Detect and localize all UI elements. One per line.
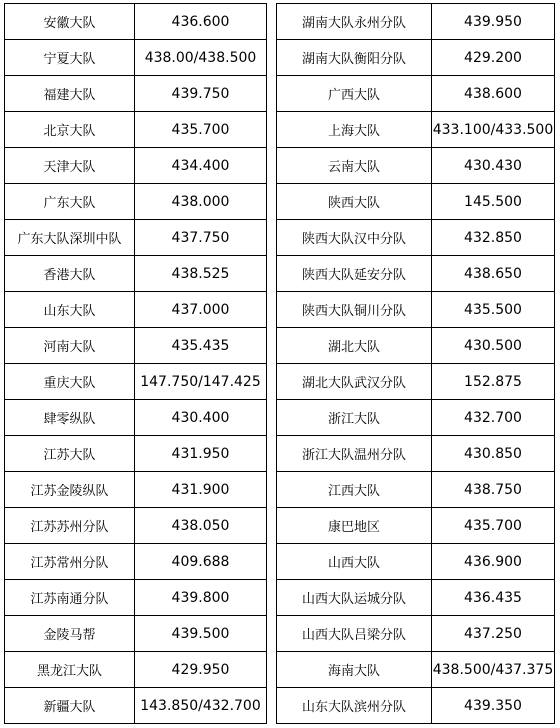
team-name-cell: 湖南大队永州分队 (277, 4, 432, 40)
table-row (277, 472, 555, 508)
frequency-cell: 430.400 (135, 400, 267, 436)
table-row (5, 616, 267, 652)
frequency-cell: 438.600 (432, 76, 555, 112)
team-name-cell: 陕西大队铜川分队 (277, 292, 432, 328)
table-row (5, 40, 267, 76)
frequency-cell: 147.750/147.425 (135, 364, 267, 400)
team-name-cell: 福建大队 (5, 76, 135, 112)
frequency-table-right (276, 3, 555, 724)
table-row (277, 436, 555, 472)
frequency-cell: 409.688 (135, 544, 267, 580)
table-row (5, 148, 267, 184)
team-name-cell: 黑龙江大队 (5, 652, 135, 688)
frequency-cell: 145.500 (432, 184, 555, 220)
team-name-cell: 肆零纵队 (5, 400, 135, 436)
table-row (277, 256, 555, 292)
table-row (277, 616, 555, 652)
table-row (5, 256, 267, 292)
frequency-cell: 435.500 (432, 292, 555, 328)
table-row (5, 400, 267, 436)
table-row (277, 400, 555, 436)
team-name-cell: 天津大队 (5, 148, 135, 184)
team-name-cell: 山西大队吕梁分队 (277, 616, 432, 652)
team-name-cell: 北京大队 (5, 112, 135, 148)
team-name-cell: 陕西大队 (277, 184, 432, 220)
team-name-cell: 香港大队 (5, 256, 135, 292)
table-row (277, 688, 555, 724)
frequency-cell: 429.950 (135, 652, 267, 688)
table-row (5, 184, 267, 220)
table-row (5, 292, 267, 328)
frequency-cell: 435.700 (135, 112, 267, 148)
frequency-table-left-body (5, 4, 267, 724)
table-row (277, 580, 555, 616)
team-name-cell: 陕西大队汉中分队 (277, 220, 432, 256)
frequency-cell: 430.500 (432, 328, 555, 364)
team-name-cell: 河南大队 (5, 328, 135, 364)
frequency-cell: 438.650 (432, 256, 555, 292)
frequency-cell: 435.435 (135, 328, 267, 364)
frequency-cell: 433.100/433.500 (432, 112, 555, 148)
team-name-cell: 江苏大队 (5, 436, 135, 472)
frequency-cell: 436.600 (135, 4, 267, 40)
table-row (5, 436, 267, 472)
table-row (277, 76, 555, 112)
table-row (277, 4, 555, 40)
team-name-cell: 江苏南通分队 (5, 580, 135, 616)
team-name-cell: 陕西大队延安分队 (277, 256, 432, 292)
frequency-cell: 438.750 (432, 472, 555, 508)
table-row (277, 112, 555, 148)
table-row (5, 652, 267, 688)
team-name-cell: 广东大队 (5, 184, 135, 220)
team-name-cell: 湖北大队 (277, 328, 432, 364)
team-name-cell: 云南大队 (277, 148, 432, 184)
table-row (5, 688, 267, 724)
team-name-cell: 湖南大队衡阳分队 (277, 40, 432, 76)
team-name-cell: 新疆大队 (5, 688, 135, 724)
frequency-cell: 429.200 (432, 40, 555, 76)
frequency-cell: 430.850 (432, 436, 555, 472)
frequency-cell: 439.950 (432, 4, 555, 40)
table-row (5, 220, 267, 256)
frequency-cell: 143.850/432.700 (135, 688, 267, 724)
frequency-cell: 152.875 (432, 364, 555, 400)
table-row (5, 544, 267, 580)
table-row (277, 184, 555, 220)
team-name-cell: 金陵马帮 (5, 616, 135, 652)
frequency-cell: 434.400 (135, 148, 267, 184)
table-row (5, 76, 267, 112)
team-name-cell: 山东大队 (5, 292, 135, 328)
frequency-table-right-body (277, 4, 555, 724)
table-row (277, 40, 555, 76)
frequency-cell: 437.750 (135, 220, 267, 256)
frequency-cell: 439.750 (135, 76, 267, 112)
team-name-cell: 湖北大队武汉分队 (277, 364, 432, 400)
team-name-cell: 安徽大队 (5, 4, 135, 40)
team-name-cell: 宁夏大队 (5, 40, 135, 76)
frequency-cell: 436.900 (432, 544, 555, 580)
frequency-cell: 439.350 (432, 688, 555, 724)
table-row (5, 508, 267, 544)
frequency-cell: 438.050 (135, 508, 267, 544)
frequency-cell: 439.800 (135, 580, 267, 616)
frequency-cell: 436.435 (432, 580, 555, 616)
table-row (5, 112, 267, 148)
team-name-cell: 山西大队 (277, 544, 432, 580)
frequency-cell: 438.000 (135, 184, 267, 220)
table-row (277, 652, 555, 688)
table-row (277, 220, 555, 256)
team-name-cell: 江西大队 (277, 472, 432, 508)
frequency-cell: 438.500/437.375 (432, 652, 555, 688)
frequency-cell: 437.250 (432, 616, 555, 652)
team-name-cell: 山东大队滨州分队 (277, 688, 432, 724)
table-row (5, 328, 267, 364)
table-row (277, 364, 555, 400)
table-row (5, 580, 267, 616)
frequency-cell: 432.850 (432, 220, 555, 256)
table-row (277, 148, 555, 184)
frequency-cell: 430.430 (432, 148, 555, 184)
team-name-cell: 江苏常州分队 (5, 544, 135, 580)
team-name-cell: 重庆大队 (5, 364, 135, 400)
team-name-cell: 江苏苏州分队 (5, 508, 135, 544)
table-row (277, 328, 555, 364)
frequency-cell: 438.525 (135, 256, 267, 292)
table-row (277, 544, 555, 580)
team-name-cell: 上海大队 (277, 112, 432, 148)
table-row (5, 4, 267, 40)
team-name-cell: 康巴地区 (277, 508, 432, 544)
frequency-cell: 435.700 (432, 508, 555, 544)
frequency-cell: 438.00/438.500 (135, 40, 267, 76)
team-name-cell: 江苏金陵纵队 (5, 472, 135, 508)
team-name-cell: 广东大队深圳中队 (5, 220, 135, 256)
team-name-cell: 海南大队 (277, 652, 432, 688)
frequency-cell: 431.900 (135, 472, 267, 508)
table-row (5, 472, 267, 508)
frequency-cell: 432.700 (432, 400, 555, 436)
frequency-cell: 439.500 (135, 616, 267, 652)
team-name-cell: 浙江大队 (277, 400, 432, 436)
frequency-cell: 431.950 (135, 436, 267, 472)
team-name-cell: 山西大队运城分队 (277, 580, 432, 616)
frequency-table-left (4, 3, 267, 724)
frequency-cell: 437.000 (135, 292, 267, 328)
table-row (277, 508, 555, 544)
team-name-cell: 广西大队 (277, 76, 432, 112)
table-row (277, 292, 555, 328)
team-name-cell: 浙江大队温州分队 (277, 436, 432, 472)
table-row (5, 364, 267, 400)
